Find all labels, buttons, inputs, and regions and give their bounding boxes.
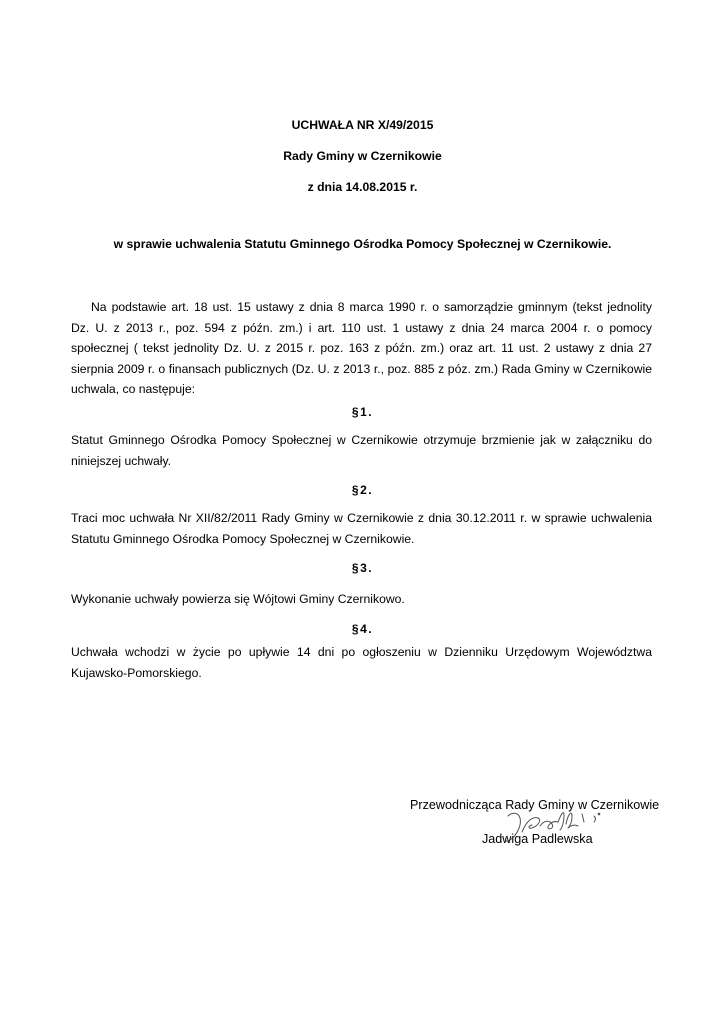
section-line: Uchwała wchodzi w życie po upływie 14 dni po ogłoszeniu w Dzienniku Urzędowym Województwa xyxy=(71,645,652,659)
section-line: Traci moc uchwała Nr XII/82/2011 Rady Gminy w Czernikowie z dnia 30.12.2011 r. w sprawie uchwalenia xyxy=(71,511,652,525)
section-line: Wykonanie uchwały powierza się Wójtowi Gminy Czernikowo. xyxy=(71,592,405,606)
section-3-text xyxy=(71,589,652,610)
section-mark-1: §1. xyxy=(351,405,374,419)
preamble-line: Dz. U. z 2013 r., poz. 594 z późn. zm.) i art. 110 ust. 1 ustawy z dnia 24 marca 2004 r. o pomocy xyxy=(71,320,652,335)
section-line: niniejszej uchwały. xyxy=(71,453,172,468)
signatory-title: Przewodnicząca Rady Gminy w Czernikowie xyxy=(410,798,660,812)
section-mark-4: §4. xyxy=(351,622,374,636)
resolution-number: UCHWAŁA NR X/49/2015 xyxy=(291,118,434,132)
section-line: Statutu Gminnego Ośrodka Pomocy Społecznej w Czernikowie. xyxy=(71,531,415,546)
resolution-subject: w sprawie uchwalenia Statutu Gminnego Ośrodka Pomocy Społecznej w Czernikowie. xyxy=(113,237,612,251)
section-4-text xyxy=(71,642,652,683)
resolution-date: z dnia 14.08.2015 r. xyxy=(307,180,418,194)
preamble-line: sierpnia 2009 r. o finansach publicznych (Dz. U. z 2013 r., poz. 885 z póz. zm.) Rada Gminy w Czernikowie xyxy=(71,361,652,376)
section-2-text xyxy=(71,508,652,549)
signatory-name: Jadwiga Padlewska xyxy=(482,832,593,846)
preamble-line: uchwala, co następuje: xyxy=(71,382,195,396)
section-mark-2: §2. xyxy=(351,483,374,497)
handwritten-signature xyxy=(498,802,618,852)
preamble-line: społecznej ( tekst jednolity Dz. U. z 2015 r. poz. 163 z późn. zm.) oraz art. 11 ust. 2 ustawy z dnia 27 xyxy=(71,341,652,355)
preamble-line: Na podstawie art. 18 ust. 15 ustawy z dnia 8 marca 1990 r. o samorządzie gminnym (tekst jednolity xyxy=(91,300,652,314)
section-1-text xyxy=(71,430,652,471)
section-line: Statut Gminnego Ośrodka Pomocy Społecznej w Czernikowie otrzymuje brzmienie jak w załączniku do xyxy=(71,433,652,447)
section-mark-3: §3. xyxy=(351,561,374,575)
section-line: Kujawsko-Pomorskiego. xyxy=(71,665,202,680)
preamble xyxy=(71,297,652,400)
issuing-body: Rady Gminy w Czernikowie xyxy=(283,149,442,163)
